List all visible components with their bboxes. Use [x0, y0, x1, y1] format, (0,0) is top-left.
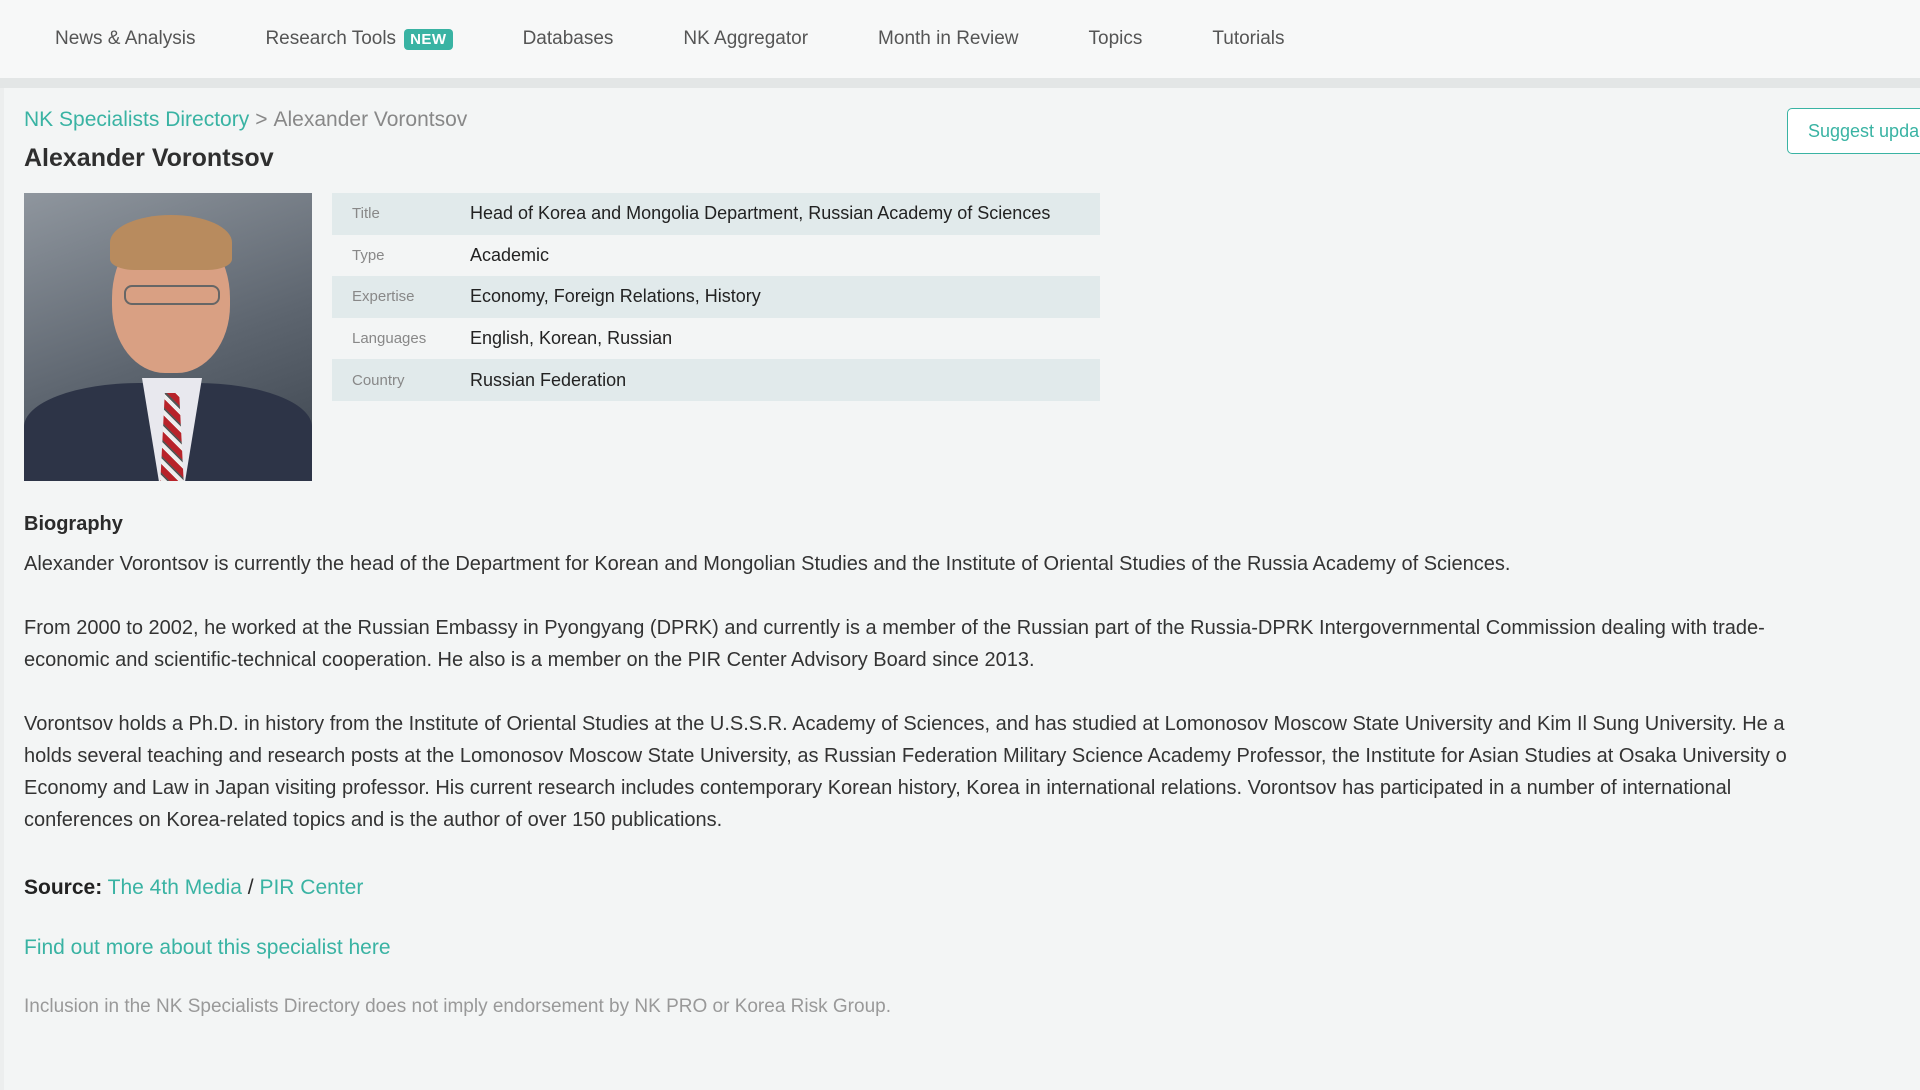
biography-paragraph: [24, 548, 1920, 580]
suggest-update-button[interactable]: Suggest upda: [1787, 108, 1920, 154]
info-key: Type: [352, 246, 385, 264]
info-value: Head of Korea and Mongolia Department, Russian Academy of Sciences: [470, 193, 1100, 235]
biography-paragraph: [24, 708, 1920, 836]
biography-text: [24, 548, 1920, 836]
info-row-expertise: [332, 276, 1100, 318]
profile-info-table: [332, 193, 1100, 401]
nav-label: Tutorials: [1212, 28, 1285, 49]
nav-label: Research Tools: [265, 28, 397, 49]
source-line: [24, 876, 1920, 900]
info-value: Russian Federation: [470, 359, 1100, 401]
profile-section: [24, 193, 1920, 481]
top-navigation: [0, 0, 1920, 78]
bio-line: Vorontsov holds a Ph.D. in history from the Institute of Oriental Studies at the U.S.S.R. Academy of Sciences, and has studied at Lomonosov Moscow State University and Kim Il Sung University. He a: [24, 713, 1785, 735]
info-value: Academic: [470, 244, 550, 265]
breadcrumb-directory-link[interactable]: NK Specialists Directory: [24, 108, 250, 131]
bio-line: economic and scientific-technical cooperation. He also is a member on the PIR Center Advisory Board since 2013.: [24, 649, 1035, 671]
nav-separator: [0, 78, 1920, 88]
nav-label: Topics: [1088, 28, 1143, 49]
more-info: [24, 936, 1920, 960]
info-key: Country: [332, 359, 470, 401]
nav-label: Databases: [522, 28, 614, 49]
source-link-4th-media[interactable]: The 4th Media: [107, 876, 242, 899]
nav-nk-aggregator[interactable]: [683, 28, 808, 50]
bio-line: From 2000 to 2002, he worked at the Russian Embassy in Pyongyang (DPRK) and currently is a member of the Russian part of the Russia-DPRK Intergovernmental Commission dealing with trade-: [24, 617, 1765, 639]
disclaimer: Inclusion in the NK Specialists Directory does not imply endorsement by NK PRO or Korea Risk Group.: [24, 996, 891, 1017]
specialist-photo: [24, 193, 312, 481]
nav-month-in-review[interactable]: [878, 28, 1018, 50]
nav-news-analysis[interactable]: [55, 28, 195, 50]
nav-label: Month in Review: [878, 28, 1019, 49]
source-divider: /: [247, 876, 254, 899]
bio-line: conferences on Korea-related topics and is the author of over 150 publications.: [24, 809, 723, 831]
info-row-title: [332, 193, 1100, 235]
biography-heading: Biography: [24, 513, 123, 535]
breadcrumb: [24, 106, 1920, 134]
main-content: [4, 88, 1920, 1090]
info-row-type: [332, 235, 1100, 277]
source-label: Source:: [24, 876, 103, 899]
biography-paragraph: [24, 612, 1920, 676]
info-value: English, Korean, Russian: [470, 328, 673, 349]
info-value: Economy, Foreign Relations, History: [470, 276, 1100, 318]
breadcrumb-current: Alexander Vorontsov: [273, 108, 468, 131]
info-key: Title: [332, 193, 470, 235]
nav-label: NK Aggregator: [683, 28, 809, 49]
nav-research-tools[interactable]: [265, 28, 452, 50]
nav-tutorials[interactable]: [1212, 28, 1284, 50]
info-row-languages: [332, 318, 1100, 360]
info-row-country: [332, 359, 1100, 401]
bio-line: Alexander Vorontsov is currently the head of the Department for Korean and Mongolian Studies and the Institute of Oriental Studies of the Russia Academy of Sciences.: [24, 553, 1511, 575]
source-link-pir-center[interactable]: PIR Center: [259, 876, 364, 899]
info-key: Languages: [352, 330, 427, 348]
nav-label: News & Analysis: [55, 28, 196, 49]
page-title: Alexander Vorontsov: [24, 144, 274, 172]
nav-databases[interactable]: [523, 28, 614, 50]
bio-line: Economy and Law in Japan visiting professor. His current research includes contemporary Korean history, Korea in international relations. Vorontsov has participated in a number of international: [24, 777, 1732, 799]
breadcrumb-separator: >: [255, 108, 268, 131]
new-badge: NEW: [404, 29, 453, 50]
info-key: Expertise: [332, 276, 470, 318]
find-out-more-link[interactable]: Find out more about this specialist here: [24, 936, 391, 959]
bio-line: holds several teaching and research posts at the Lomonosov Moscow State University, as Russian Federation Military Science Academy Professor, the Institute for Asian Studies at Osaka University o: [24, 745, 1787, 767]
nav-topics[interactable]: [1089, 28, 1143, 50]
